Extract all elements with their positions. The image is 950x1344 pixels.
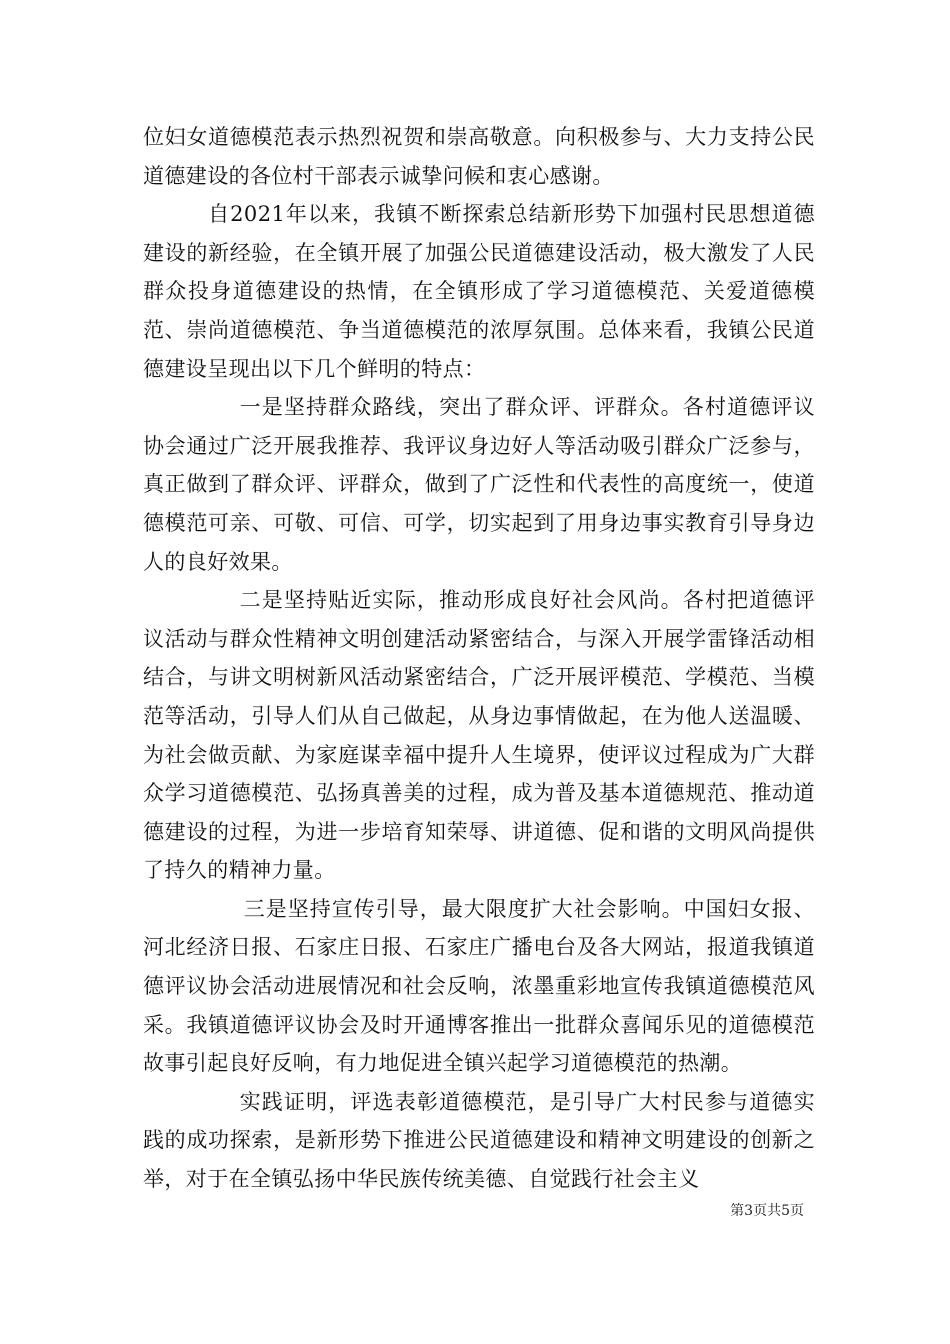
paragraph-continuation: 位妇女道德模范表示热烈祝贺和崇高敬意。向积极参与、大力支持公民道德建设的各位村干部表示诚挚问候和衷心感谢。: [143, 125, 815, 188]
page-number-footer: 第3页共5页: [730, 1203, 804, 1219]
paragraph-point-one: 一是坚持群众路线，突出了群众评、评群众。各村道德评议协会通过广泛开展我推荐、我评议身边好人等活动吸引群众广泛参与，真正做到了群众评、评群众，做到了广泛性和代表性的高度统一，使道德模范可亲、可敬、可信、可学，切实起到了用身边事实教育引导身边人的良好效果。: [143, 395, 815, 574]
document-body: [143, 118, 815, 1199]
paragraph-conclusion: 实践证明，评选表彰道德模范，是引导广大村民参与道德实践的成功探索，是新形势下推进公民道德建设和精神文明建设的创新之举，对于在全镇弘扬中华民族传统美德、自觉践行社会主义: [143, 1089, 815, 1192]
paragraph-point-three: 三是坚持宣传引导，最大限度扩大社会影响。中国妇女报、河北经济日报、石家庄日报、石家庄广播电台及各大网站，报道我镇道德评议协会活动进展情况和社会反响，浓墨重彩地宣传我镇道德模范风采。我镇道德评议协会及时开通博客推出一批群众喜闻乐见的道德模范故事引起良好反响，有力地促进全镇兴起学习道德模范的热潮。: [143, 896, 815, 1076]
paragraph-intro: 自2021年以来，我镇不断探索总结新形势下加强村民思想道德建设的新经验，在全镇开展了加强公民道德建设活动，极大激发了人民群众投身道德建设的热情，在全镇形成了学习道德模范、关爱道德模范、崇尚道德模范、争当道德模范的浓厚氛围。总体来看，我镇公民道德建设呈现出以下几个鲜明的特点：: [143, 202, 815, 381]
paragraph-point-two: 二是坚持贴近实际，推动形成良好社会风尚。各村把道德评议活动与群众性精神文明创建活动紧密结合，与深入开展学雷锋活动相结合，与讲文明树新风活动紧密结合，广泛开展评模范、学模范、当模范等活动，引导人们从自己做起，从身边事情做起，在为他人送温暖、为社会做贡献、为家庭谋幸福中提升人生境界，使评议过程成为广大群众学习道德模范、弘扬真善美的过程，成为普及基本道德规范、推动道德建设的过程，为进一步培育知荣辱、讲道德、促和谐的文明风尚提供了持久的精神力量。: [143, 588, 815, 883]
